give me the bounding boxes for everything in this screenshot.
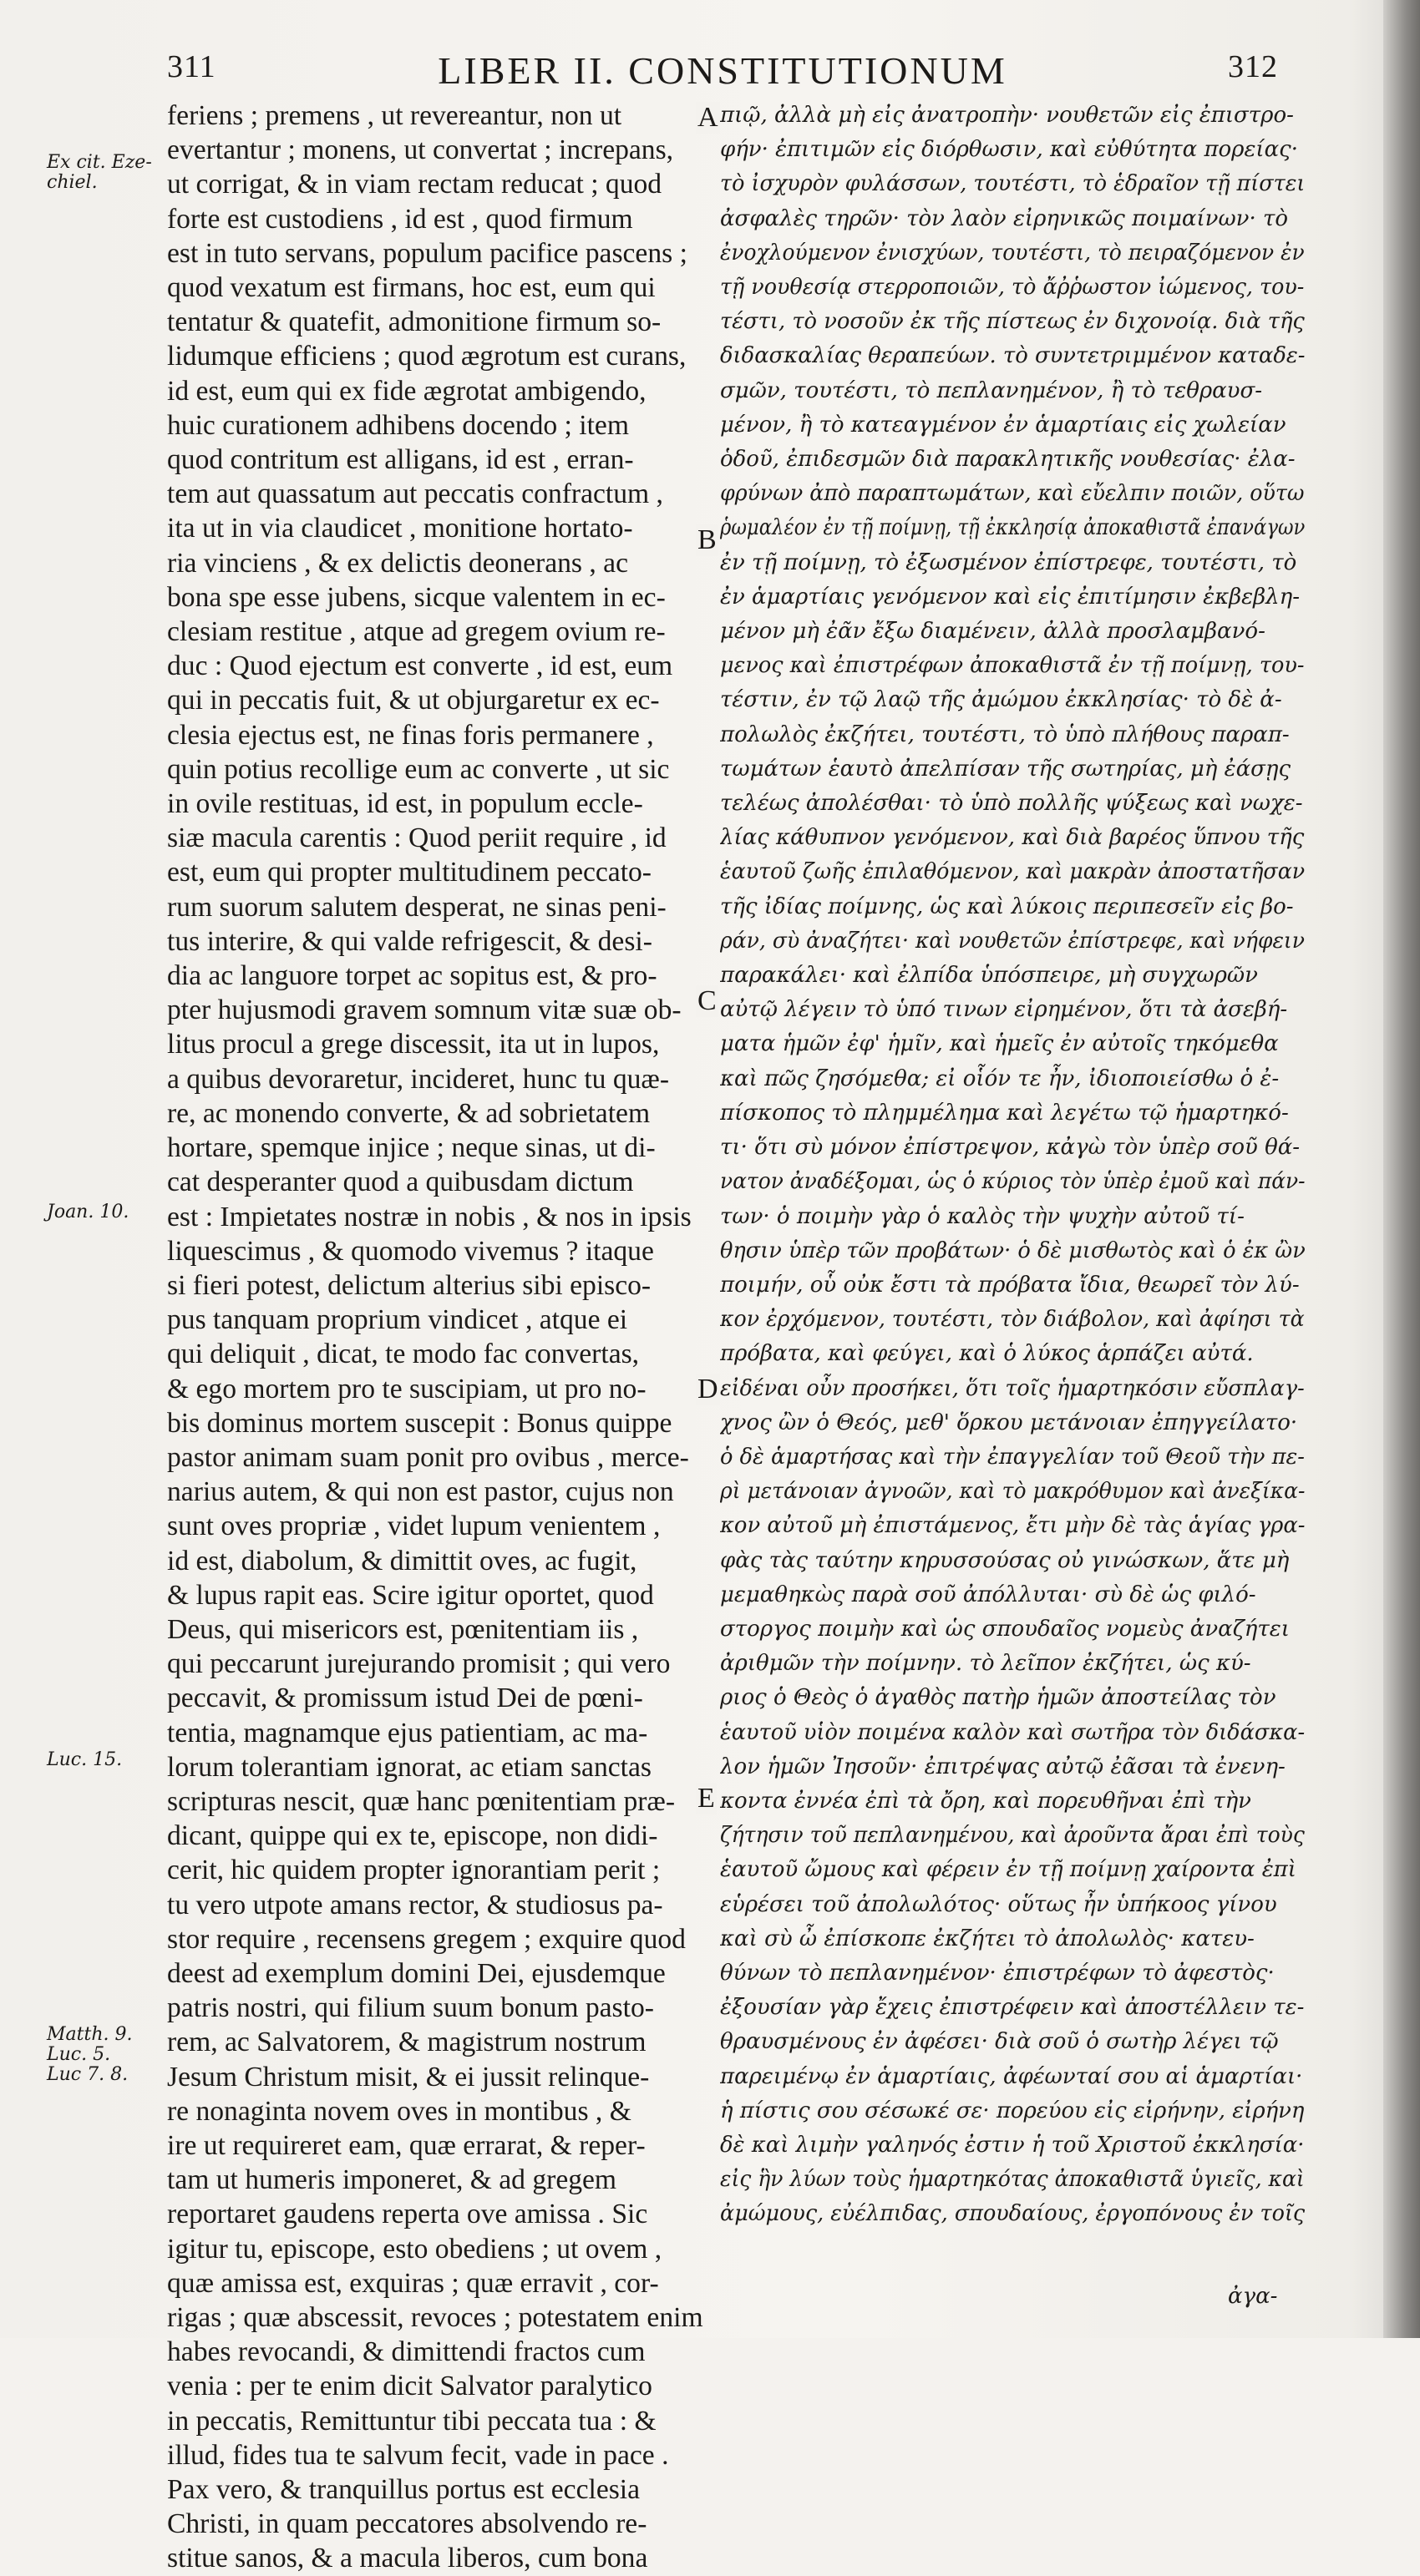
text-line: δὲ καὶ λιμὴν γαληνός ἐστιν ἡ τοῦ Χριστοῦ ἐκκλησία·: [720, 2132, 1305, 2158]
text-line: pter hujusmodi gravem somnum vitæ suæ ob-: [167, 994, 682, 1026]
text-line: ita ut in via claudicet , monitione hortato-: [167, 513, 633, 544]
text-line: ποιμήν, οὗ οὐκ ἔστι τὰ πρόβατα ἴδια, θεωρεῖ τὸν λύ-: [720, 1272, 1300, 1298]
text-line: φὰς τὰς ταύτην κηρυσσούσας οὐ γινώσκων, ἅτε μὴ: [720, 1547, 1290, 1573]
text-line: stor require , recensens gregem ; exquire quod: [167, 1923, 686, 1955]
text-line: si fieri potest, delictum alterius sibi episco-: [167, 1269, 652, 1301]
text-line: dicant, quippe qui ex te, episcope, non didi-: [167, 1820, 658, 1852]
text-line: id est, diabolum, & dimittit oves, ac fugit,: [167, 1545, 637, 1576]
text-line: ἀσφαλὲς τηρῶν· τὸν λαὸν εἰρηνικῶς ποιμαίνων· τὸ: [720, 205, 1289, 231]
text-line: id est, eum qui ex fide ægrotat ambigendo,: [167, 375, 647, 407]
text-line: ἀριθμῶν τὴν ποίμνην. τὸ λεῖπον ἐκζήτει, ὡς κύ-: [720, 1651, 1251, 1677]
text-line: ἑαυτοῦ ὤμους καὶ φέρειν ἐν τῇ ποίμνῃ χαίροντα ἐπὶ: [720, 1857, 1296, 1883]
section-letter: B: [697, 524, 717, 555]
text-line: ράν, σὺ ἀναζήτει· καὶ νουθετῶν ἐπίστρεφε, καὶ νήφειν: [720, 928, 1305, 954]
margin-note: Luc. 5.: [47, 2044, 111, 2065]
text-line: των· ὁ ποιμὴν γὰρ ὁ καλὸς τὴν ψυχὴν αὐτοῦ τί-: [720, 1203, 1245, 1229]
text-line: scripturas nescit, quæ hanc pœnitentiam præ-: [167, 1785, 675, 1817]
text-line: θραυσμένους ἐν ἀφέσει· διὰ σοῦ ὁ σωτὴρ λέγει τῷ: [720, 2029, 1279, 2055]
text-line: est, eum qui propter multitudinem peccato-: [167, 857, 652, 888]
text-line: ματα ἡμῶν ἐφ' ἡμῖν, καὶ ἡμεῖς ἐν αὐτοῖς τηκόμεθα: [720, 1031, 1279, 1057]
text-line: venia : per te enim dicit Salvator paralytico: [167, 2371, 652, 2402]
text-line: lorum tolerantiam ignorat, ac etiam sanctas: [167, 1751, 652, 1783]
text-line: deest ad exemplum domini Dei, ejusdemque: [167, 1957, 666, 1989]
text-line: ἐν τῇ ποίμνῃ, τὸ ἐξωσμένον ἐπίστρεφε, τουτέστι, τὸ: [720, 549, 1297, 575]
text-line: reportaret gaudens reperta ove amissa . Sic: [167, 2199, 648, 2230]
text-line: narius autem, & qui non est pastor, cujus non: [167, 1476, 674, 1508]
text-line: est : Impietates nostræ in nobis , & nos in ipsis: [167, 1201, 692, 1232]
latin-column: [167, 99, 706, 2576]
text-line: tentatur & quatefit, admonitione firmum so-: [167, 306, 662, 338]
text-line: forte est custodiens , id est , quod firmum: [167, 203, 633, 235]
text-line: καὶ σὺ ὦ ἐπίσκοπε ἐκζήτει τὸ ἀπολωλὸς· κατευ-: [720, 1926, 1255, 1951]
text-line: στοργος ποιμὴν καὶ ὡς σπουδαῖος νομεὺς ἀναζήτει: [720, 1616, 1290, 1642]
text-line: Deus, qui misericors est, pœnitentiam iis ,: [167, 1613, 639, 1645]
text-line: πίσκοπος τὸ πλημμέλημα καὶ λεγέτω τῷ ἡμαρτηκό-: [720, 1100, 1289, 1126]
text-line: φρύνων ἀπὸ παραπτωμάτων, καὶ εὔελπιν ποιῶν, οὕτω: [720, 481, 1305, 507]
text-line: tentia, magnamque ejus patientiam, ac ma-: [167, 1717, 648, 1749]
text-line: qui deliquit , dicat, te modo fac convertas,: [167, 1339, 640, 1370]
section-letter: C: [697, 985, 717, 1016]
greek-column: [720, 99, 1305, 2232]
text-line: ἀμώμους, εὐέλπιδας, σπουδαίους, ἐργοπόνους ἐν τοῖς: [720, 2201, 1305, 2227]
text-line: ἑαυτοῦ ζωῆς ἐπιλαθόμενον, καὶ μακρὰν ἀποστατῆσαν: [720, 859, 1306, 885]
text-line: rigas ; quæ abscessit, revoces ; potestatem enim: [167, 2302, 703, 2333]
text-line: tu vero utpote amans rector, & studiosus pa-: [167, 1889, 663, 1921]
text-line: sunt oves propriæ , videt lupum venientem ,: [167, 1511, 661, 1542]
text-line: ἡ πίστις σου σέσωκέ σε· πορεύου εἰς εἰρήνην, εἰρήνη: [720, 2098, 1305, 2123]
text-line: πιῷ, ἀλλὰ μὴ εἰς ἀνατροπὴν· νουθετῶν εἰς ἐπιστρο-: [720, 103, 1294, 128]
text-line: habes revocandi, & dimittendi fractos cum: [167, 2336, 646, 2368]
text-line: κον ἐρχόμενον, τουτέστι, τὸν διάβολον, καὶ ἀφίησι τὰ: [720, 1307, 1305, 1333]
text-line: πρόβατα, καὶ φεύγει, καὶ ὁ λύκος ἁρπάζει αὐτά.: [720, 1341, 1254, 1367]
text-line: ριος ὁ Θεὸς ὁ ἀγαθὸς πατὴρ ἡμῶν ἀποστείλας τὸν: [720, 1685, 1276, 1711]
text-line: τῆς ἰδίας ποίμνης, ὡς καὶ λύκοις περιπεσεῖν εἰς βο-: [720, 893, 1294, 919]
running-title: LIBER II. CONSTITUTIONUM: [438, 49, 1007, 92]
text-line: Pax vero, & tranquillus portus est ecclesia: [167, 2474, 641, 2506]
text-line: quod vexatum est firmans, hoc est, eum qui: [167, 272, 656, 304]
text-line: feriens ; premens , ut revereantur, non ut: [167, 100, 622, 131]
text-line: ἐν ἁμαρτίαις γενόμενον καὶ εἰς ἐπιτίμησιν ἐκβεβλη-: [720, 584, 1301, 610]
text-line: νατον ἀναδέξομαι, ὡς ὁ κύριος τὸν ὑπὲρ ἐμοῦ καὶ πάν-: [720, 1169, 1306, 1195]
text-line: χνος ὢν ὁ Θεός, μεθ' ὅρκου μετάνοιαν ἐπηγγείλατο·: [720, 1409, 1298, 1435]
text-line: ὁδοῦ, ἐπιδεσμῶν διὰ παρακλητικῆς νουθεσίας· ἐλα-: [720, 447, 1296, 473]
text-line: lidumque efficiens ; quod ægrotum est curans,: [167, 341, 687, 372]
text-line: τέστι, τὸ νοσοῦν ἐκ τῆς πίστεως ἐν διχονοίᾳ. διὰ τῆς: [720, 309, 1305, 335]
text-line: μενος καὶ ἐπιστρέφων ἀποκαθιστᾶ ἐν τῇ ποίμνῃ, του-: [720, 653, 1305, 679]
text-line: τι· ὅτι σὺ μόνον ἐπίστρεψον, κἀγὼ τὸν ὑπὲρ σοῦ θά-: [720, 1135, 1301, 1161]
text-line: rum suorum salutem desperat, ne sinas peni-: [167, 891, 667, 923]
text-line: ζήτησιν τοῦ πεπλανημένου, καὶ ἀροῦντα ἄραι ἐπὶ τοὺς: [720, 1823, 1305, 1849]
text-line: λον ἡμῶν Ἰησοῦν· ἐπιτρέψας αὐτῷ ἐᾶσαι τὰ ἐνενη-: [720, 1754, 1286, 1779]
margin-note: Matth. 9.: [47, 2024, 133, 2045]
text-line: τῇ νουθεσίᾳ στερροποιῶν, τὸ ἄῤῥωστον ἰώμενος, του-: [720, 275, 1305, 301]
text-line: cerit, hic quidem propter ignorantiam perit ;: [167, 1855, 661, 1886]
section-letter: A: [697, 102, 718, 133]
text-line: evertantur ; monens, ut convertat ; increpans,: [167, 134, 674, 166]
text-line: bona spe esse jubens, sicque valentem in ec-: [167, 581, 666, 613]
text-line: ria vinciens , & ex delictis deonerans , ac: [167, 547, 628, 579]
text-line: quod contritum est alligans, id est , erran-: [167, 444, 634, 476]
text-line: cat desperanter quod a quibusdam dictum: [167, 1167, 634, 1198]
text-line: ire ut requireret eam, quæ errarat, & reper-: [167, 2129, 646, 2161]
text-line: a quibus devoraretur, incideret, hunc tu quæ-: [167, 1063, 670, 1095]
text-line: est in tuto servans, populum pacifice pascens ;: [167, 237, 687, 269]
margin-note: chiel.: [47, 172, 98, 193]
text-line: dia ac languore torpet ac sopitus est, & pro-: [167, 960, 657, 992]
text-line: clesiam restitue , atque ad gregem ovium re-: [167, 616, 666, 648]
text-line: μένον μὴ ἐᾶν ἔξω διαμένειν, ἀλλὰ προσλαμβανό-: [720, 619, 1265, 645]
text-line: ἐξουσίαν γὰρ ἔχεις ἐπιστρέφειν καὶ ἀποστέλλειν τε-: [720, 1995, 1305, 2021]
text-line: εὑρέσει τοῦ ἀπολωλότος· οὕτως ἦν ὑπήκοος γίνου: [720, 1891, 1277, 1917]
text-line: ἑαυτοῦ υἱὸν ποιμένα καλὸν καὶ σωτῆρα τὸν διδάσκα-: [720, 1719, 1306, 1745]
page-number-left: 311: [167, 49, 216, 84]
text-line: εἰδέναι οὖν προσήκει, ὅτι τοῖς ἡμαρτηκόσιν εὔσπλαγ-: [720, 1375, 1305, 1401]
text-line: & ego mortem pro te suscipiam, ut pro no-: [167, 1373, 647, 1404]
text-line: φήν· ἐπιτιμῶν εἰς διόρθωσιν, καὶ εὐθύτητα πορείας·: [720, 137, 1298, 163]
text-line: ρὶ μετάνοιαν ἀγνοῶν, καὶ τὸ μακρόθυμον καὶ ἀνεξίκα-: [720, 1479, 1306, 1505]
text-line: εἰς ἣν λύων τοὺς ἡμαρτηκότας ἀποκαθιστᾶ ὑγιεῖς, καὶ: [720, 2167, 1305, 2193]
text-line: τέστιν, ἐν τῷ λαῷ τῆς ἀμώμου ἐκκλησίας· τὸ δὲ ἀ-: [720, 687, 1282, 713]
book-spine-shadow: [1383, 0, 1420, 2338]
text-line: & lupus rapit eas. Scire igitur oportet, quod: [167, 1579, 654, 1611]
text-line: Christi, in quam peccatores absolvendo re-: [167, 2508, 647, 2540]
text-line: qui peccarunt jurejurando promisit ; qui vero: [167, 1648, 671, 1680]
text-line: παρειμένῳ ἐν ἁμαρτίαις, ἀφέωνταί σου αἱ ἁμαρτίαι·: [720, 2063, 1303, 2089]
text-line: θησιν ὑπὲρ τῶν προβάτων· ὁ δὲ μισθωτὸς καὶ ὁ ἐκ ὢν: [720, 1237, 1306, 1263]
text-line: siæ macula carentis : Quod periit require , id: [167, 822, 667, 854]
text-line: pastor animam suam ponit pro ovibus , merce-: [167, 1441, 689, 1473]
page-number-right: 312: [1228, 49, 1278, 84]
text-line: λίας κάθυπνον γενόμενον, καὶ διὰ βαρέος ὕπνου τῆς: [720, 825, 1305, 851]
text-line: κοντα ἐννέα ἐπὶ τὰ ὄρη, καὶ πορευθῆναι ἐπὶ τὴν: [720, 1788, 1251, 1814]
margin-note: Luc 7. 8.: [47, 2064, 129, 2085]
text-line: ἐνοχλούμενον ἐνισχύων, τουτέστι, τὸ πειραζόμενον ἐν: [720, 240, 1305, 266]
text-line: πολωλὸς ἐκζήτει, τουτέστι, τὸ ὑπὸ πλήθους παραπ-: [720, 721, 1290, 747]
text-line: αὐτῷ λέγειν τὸ ὑπό τινων εἰρημένον, ὅτι τὰ ἀσεβή-: [720, 997, 1288, 1023]
text-line: κον αὐτοῦ μὴ ἐπιστάμενος, ἔτι μὴν δὲ τὰς ἁγίας γρα-: [720, 1513, 1306, 1539]
text-line: ῥωμαλέον ἐν τῇ ποίμνῃ, τῇ ἐκκλησίᾳ ἀποκαθιστᾶ ἐπανάγων: [720, 515, 1305, 541]
text-line: stitue sanos, & a macula liberos, cum bona: [167, 2543, 648, 2574]
text-line: τωμάτων ἑαυτὸ ἀπελπίσαν τῆς σωτηρίας, μὴ ἐάσῃς: [720, 756, 1291, 782]
text-line: μένον, ἢ τὸ κατεαγμένον ἐν ἁμαρτίαις εἰς χωλείαν: [720, 412, 1286, 438]
text-line: re, ac monendo converte, & ad sobrietatem: [167, 1097, 651, 1129]
text-line: διδασκαλίας θεραπεύων. τὸ συντετριμμένον καταδε-: [720, 343, 1306, 369]
margin-note: Ex cit. Eze-: [47, 152, 152, 173]
text-line: litus procul a grege discessit, ita ut in lupos,: [167, 1029, 660, 1060]
text-line: σμῶν, τουτέστι, τὸ πεπλανημένον, ἢ τὸ τεθραυσ-: [720, 377, 1263, 403]
text-line: illud, fides tua te salvum fecit, vade in pace .: [167, 2439, 669, 2471]
text-line: τὸ ἰσχυρὸν φυλάσσων, τουτέστι, τὸ ἑδραῖον τῇ πίστει: [720, 171, 1305, 197]
margin-note: Luc. 15.: [47, 1749, 123, 1770]
text-line: igitur tu, episcope, esto obediens ; ut ovem ,: [167, 2233, 662, 2265]
text-line: ut corrigat, & in viam rectam reducat ; quod: [167, 169, 662, 200]
text-line: pus tanquam proprium vindicet , atque ei: [167, 1304, 628, 1336]
text-line: clesia ejectus est, ne finas foris permanere ,: [167, 719, 654, 751]
section-letter: E: [697, 1783, 715, 1814]
margin-notes: [47, 0, 164, 2338]
margin-note: Joan. 10.: [47, 1202, 129, 1222]
text-line: Jesum Christum misit, & ei jussit relinque-: [167, 2061, 650, 2093]
text-line: re nonaginta novem oves in montibus , &: [167, 2095, 631, 2127]
text-line: huic curationem adhibens docendo ; item: [167, 409, 629, 441]
text-line: μεμαθηκὼς παρὰ σοῦ ἀπόλλυται· σὺ δὲ ὡς φιλό-: [720, 1582, 1256, 1607]
text-line: qui in peccatis fuit, & ut objurgaretur ex ec-: [167, 685, 660, 716]
text-line: tam ut humeris imponeret, & ad gregem: [167, 2164, 617, 2196]
text-line: bis dominus mortem suscepit : Bonus quippe: [167, 1407, 672, 1439]
text-line: τελέως ἀπολέσθαι· τὸ ὑπὸ πολλῆς ψύξεως καὶ νωχε-: [720, 791, 1303, 817]
text-line: καὶ πῶς ζησόμεθα; εἰ οἷόν τε ἦν, ἰδιοποιείσθω ὁ ἐ-: [720, 1065, 1280, 1091]
text-line: hortare, spemque injice ; neque sinas, ut di-: [167, 1132, 656, 1164]
text-line: peccavit, & promissum istud Dei de pœni-: [167, 1683, 643, 1714]
text-line: quin potius recollige eum ac converte , ut sic: [167, 753, 670, 785]
section-letter: D: [697, 1374, 718, 1404]
text-line: in ovile restituas, id est, in populum eccle-: [167, 788, 643, 820]
text-line: rem, ac Salvatorem, & magistrum nostrum: [167, 2027, 647, 2058]
text-line: tem aut quassatum aut peccatis confractum ,: [167, 478, 663, 510]
text-line: duc : Quod ejectum est converte , id est, eum: [167, 650, 673, 682]
text-line: in peccatis, Remittuntur tibi peccata tua : &: [167, 2405, 657, 2437]
text-line: θύνων τὸ πεπλανημένον· ἐπιστρέφων τὸ ἀφεστὸς·: [720, 1960, 1275, 1986]
text-line: tus interire, & qui valde refrigescit, & desi-: [167, 925, 652, 957]
text-line: παρακάλει· καὶ ἐλπίδα ὑπόσπειρε, μὴ συγχωρῶν: [720, 963, 1258, 989]
text-line: liquescimus , & quomodo vivemus ? itaque: [167, 1235, 654, 1267]
text-line: quæ amissa est, exquiras ; quæ erravit , cor-: [167, 2267, 659, 2299]
text-line: ὁ δὲ ἁμαρτήσας καὶ τὴν ἐπαγγελίαν τοῦ Θεοῦ τὴν πε-: [720, 1444, 1305, 1470]
catchword: ἀγα-: [1228, 2284, 1278, 2309]
text-line: patris nostri, qui filium suum bonum pasto-: [167, 1992, 654, 2024]
